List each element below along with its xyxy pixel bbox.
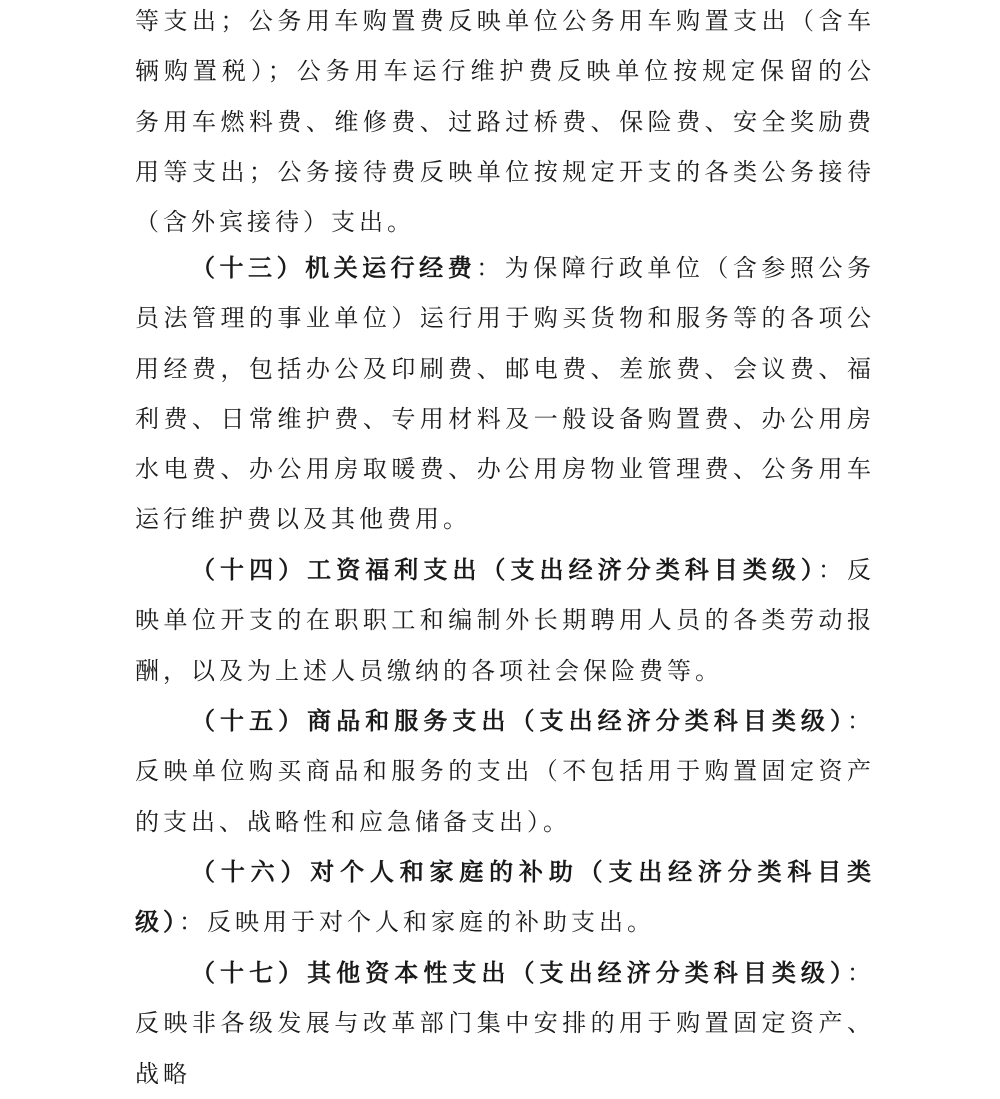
- paragraph-text: ：为保障行政单位（含参照公务员法管理的事业单位）运行用于购买货物和服务等的各项公用经费，包括办公及印刷费、邮电费、差旅费、会议费、福利费、日常维护费、专用材料及一般设备购置费、办公用房水电费、办公用房取暖费、办公用房物业管理费、公务用车运行维护费以及其他费用。: [135, 254, 876, 534]
- paragraph-15: [135, 696, 875, 847]
- paragraph-text: ：反映用于对个人和家庭的补助支出。: [179, 908, 655, 937]
- paragraph-heading: （十六）对个人和家庭的补助（支出经济分类科目类级）: [135, 858, 875, 937]
- paragraph-text: ：反映非各级发展与改革部门集中安排的用于购置固定资产、战略: [135, 959, 875, 1088]
- paragraph-heading: （十三）机关运行经费: [191, 254, 477, 282]
- paragraph-heading: （十七）其他资本性支出（支出经济分类科目类级）: [191, 959, 847, 987]
- paragraph-text: ：反映单位开支的在职职工和编制外长期聘用人员的各类劳动报酬，以及为上述人员缴纳的各项社会保险费等。: [135, 556, 876, 685]
- paragraph-heading: （十四）工资福利支出（支出经济分类科目类级）: [191, 556, 818, 584]
- paragraph-continuation: [135, 0, 875, 247]
- paragraph-16: [135, 847, 875, 948]
- paragraph-heading: （十五）商品和服务支出（支出经济分类科目类级）: [191, 707, 847, 735]
- paragraph-text: 等支出；公务用车购置费反映单位公务用车购置支出（含车辆购置税）；公务用车运行维护费反映单位按规定保留的公务用车燃料费、维修费、过路过桥费、保险费、安全奖励费用等支出；公务接待费反映单位按规定开支的各类公务接待（含外宾接待）支出。: [135, 7, 875, 237]
- paragraph-17: [135, 948, 875, 1099]
- paragraph-14: [135, 545, 875, 696]
- paragraph-text: ：反映单位购买商品和服务的支出（不包括用于购置固定资产的支出、战略性和应急储备支出）。: [135, 707, 875, 836]
- paragraph-13: [135, 243, 875, 545]
